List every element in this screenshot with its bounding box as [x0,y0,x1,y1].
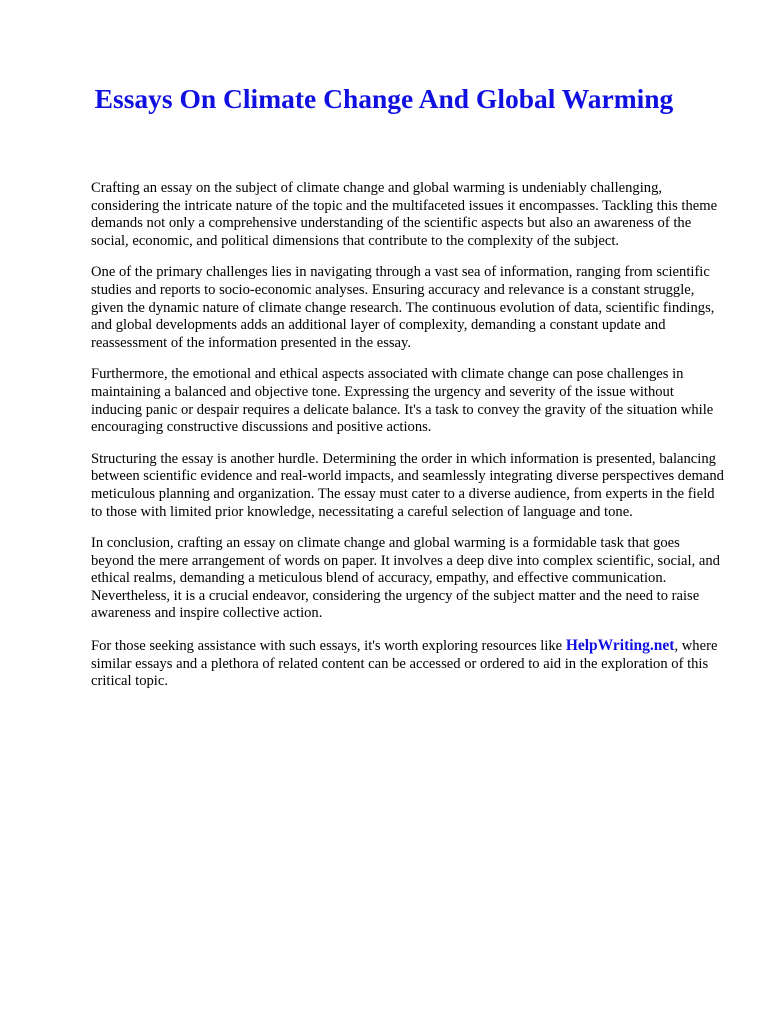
paragraph-emotional-aspects: Furthermore, the emotional and ethical aspects associated with climate change can pose challenges in maintaining a balanced and objective tone. Expressing the urgency and severity of the issue without inducing panic or despair requires a delicate balance. It's a task to convey the gravity of the situation while encouraging constructive discussions and positive actions. [91,366,714,436]
paragraph-resources [91,637,724,691]
resources-text-before-link: For those seeking assistance with such essays, it's worth exploring resources like [91,638,566,655]
paragraph-intro: Crafting an essay on the subject of climate change and global warming is undeniably challenging, considering the intricate nature of the topic and the multifaceted issues it encompasses. Tackling this theme demands not only a comprehensive understanding of the scientific aspects but also an awareness of the social, economic, and political dimensions that contribute to the complexity of the subject. [91,180,718,249]
resources-text-after-link: , where similar essays and a plethora of related content can be accessed or ordered to aid in the exploration of this critical topic. [91,638,718,690]
helpwriting-link[interactable]: HelpWriting.net [565,637,675,655]
paragraph-structuring: Structuring the essay is another hurdle. Determining the order in which information is presented, balancing between scientific evidence and real-world impacts, and seamlessly integrating diverse perspectives demand meticulous planning and organization. The essay must cater to a diverse audience, from experts in the field to those with limited prior knowledge, necessitating a careful selection of language and tone. [91,450,724,520]
paragraph-conclusion: In conclusion, crafting an essay on climate change and global warming is a formidable task that goes beyond the mere arrangement of words on paper. It involves a deep dive into complex scientific, social, and ethical realms, demanding a meticulous blend of accuracy, empathy, and effective communication. Nevertheless, it is a crucial endeavor, considering the urgency of the subject matter and the need to raise awareness and inspire collective action. [91,535,720,622]
paragraph-challenges: One of the primary challenges lies in navigating through a vast sea of information, ranging from scientific studies and reports to socio-economic analyses. Ensuring accuracy and relevance is a constant struggle, given the dynamic nature of climate change research. The continuous evolution of data, scientific findings, and global developments adds an additional layer of complexity, demanding a constant update and reassessment of the information presented in the essay. [91,264,715,351]
document-body [91,180,724,705]
page-title: Essays On Climate Change And Global Warming [94,83,674,114]
